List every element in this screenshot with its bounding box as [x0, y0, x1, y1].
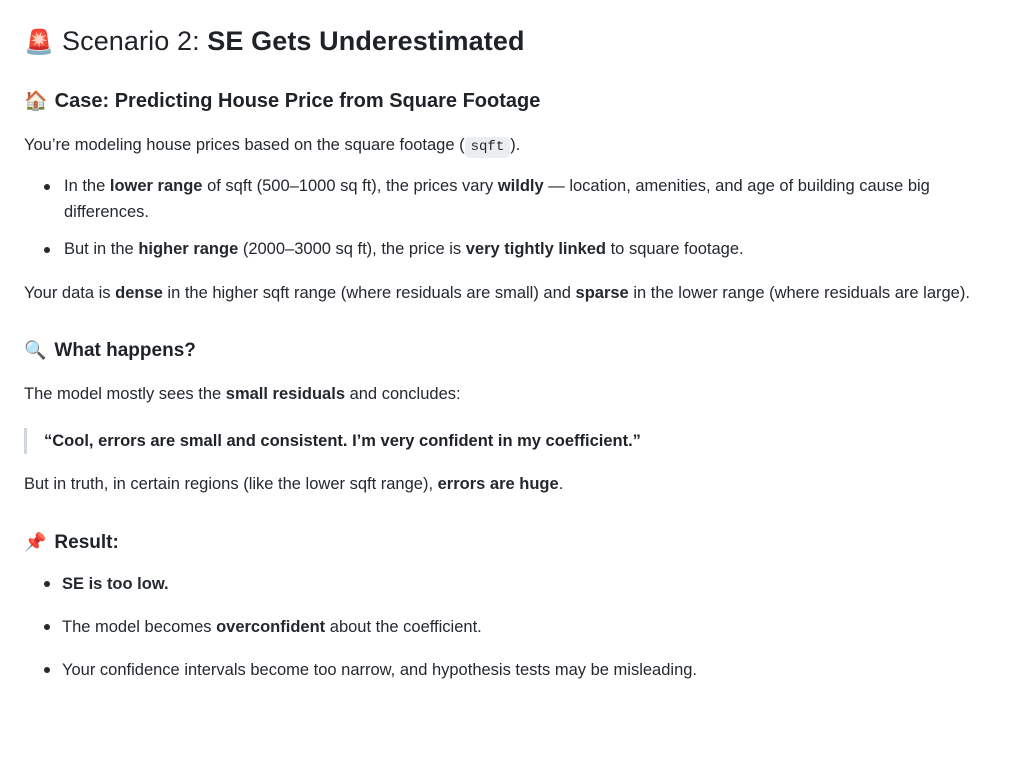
what-happens-label: What happens? — [54, 340, 196, 362]
result-heading — [24, 531, 1000, 556]
intro-text-part2: ). — [510, 135, 521, 154]
magnifier-icon: 🔍 — [24, 340, 47, 361]
case-heading — [24, 88, 1000, 115]
bullet-bold: lower range — [109, 176, 203, 195]
bullet-text: — location, amenities, and age of building cause big differences. — [64, 176, 930, 222]
list-item — [62, 173, 1000, 226]
lead-text: and concludes: — [345, 385, 461, 404]
result-text: The model becomes — [62, 617, 217, 636]
bullet-text: But in the — [64, 239, 139, 258]
sqft-code: sqft — [465, 137, 511, 158]
density-bold-sparse: sparse — [575, 283, 629, 302]
result-bold: SE is too low. — [62, 574, 169, 593]
intro-paragraph — [24, 132, 1000, 159]
range-bullet-list — [24, 173, 1000, 263]
model-lead-paragraph — [24, 381, 1000, 408]
siren-icon: 🚨 — [24, 29, 54, 56]
bullet-bold: wildly — [497, 176, 544, 195]
bullet-bold: higher range — [138, 239, 239, 258]
model-quote — [24, 428, 1000, 454]
truth-text: But in truth, in certain regions (like the lower sqft range), — [24, 475, 438, 494]
truth-text: . — [558, 475, 564, 494]
result-text: Your confidence intervals become too narrow, and hypothesis tests may be misleading. — [62, 661, 698, 680]
intro-text-part1: You’re modeling house prices based on the square footage ( — [24, 135, 465, 154]
bullet-text: (2000–3000 sq ft), the price is — [238, 239, 466, 258]
result-bullet-list — [24, 571, 1000, 684]
density-text: in the lower range (where residuals are large). — [628, 283, 970, 302]
density-text: in the higher sqft range (where residuals are small) and — [162, 283, 576, 302]
house-icon: 🏠 — [24, 91, 48, 113]
truth-paragraph — [24, 471, 1000, 498]
density-paragraph — [24, 280, 1000, 307]
list-item — [62, 236, 1000, 263]
page-title-prefix: Scenario 2: — [61, 26, 208, 56]
list-item — [62, 657, 1000, 683]
what-happens-heading — [24, 339, 1000, 364]
result-text: about the coefficient. — [325, 617, 482, 636]
pushpin-icon: 📌 — [24, 531, 47, 552]
lead-text: The model mostly sees the — [24, 385, 226, 404]
bullet-text: to square footage. — [606, 239, 744, 258]
lead-bold: small residuals — [225, 385, 345, 404]
list-item — [62, 571, 1000, 597]
result-bold: overconfident — [216, 617, 326, 636]
density-bold-dense: dense — [115, 283, 163, 302]
page-title — [24, 24, 1000, 59]
bullet-text: of sqft (500–1000 sq ft), the prices vary — [202, 176, 498, 195]
result-label: Result: — [54, 531, 119, 553]
case-heading-label: Case: Predicting House Price from Square Footage — [54, 90, 541, 113]
density-text: Your data is — [24, 283, 116, 302]
quote-text: “Cool, errors are small and consistent. I’m very confident in my coefficient.” — [44, 431, 641, 450]
page-title-emphasis: SE Gets Underestimated — [207, 26, 525, 56]
list-item — [62, 614, 1000, 640]
bullet-bold: very tightly linked — [465, 239, 607, 258]
bullet-text: In the — [64, 176, 110, 195]
truth-bold: errors are huge — [437, 475, 559, 494]
